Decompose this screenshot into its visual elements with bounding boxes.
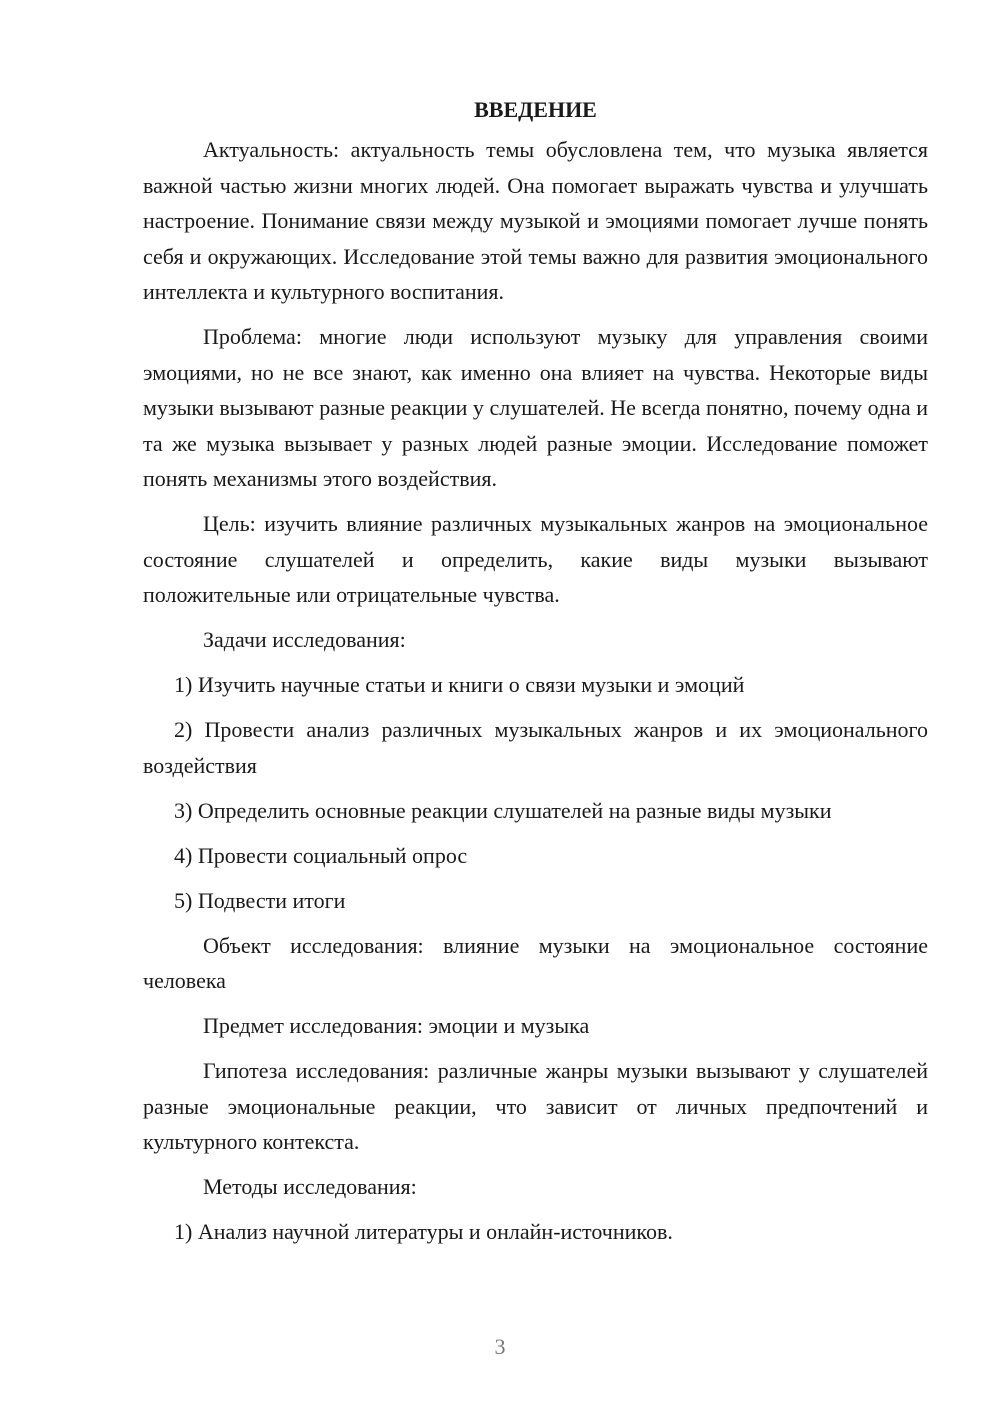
- paragraph-goal: Цель: изучить влияние различных музыкальных жанров на эмоциональное состояние слушателей и определить, какие виды музыки вызывают положительные или отрицательные чувства.: [143, 511, 928, 607]
- paragraph-methods-heading: Методы исследования:: [203, 1174, 417, 1199]
- method-item-1: 1) Анализ научной литературы и онлайн-источников.: [174, 1219, 673, 1244]
- section-title: ВВЕДЕНИЕ: [474, 97, 597, 122]
- paragraph-subject: Предмет исследования: эмоции и музыка: [203, 1013, 590, 1038]
- page-number: 3: [494, 1334, 506, 1359]
- task-item-4: 4) Провести социальный опрос: [174, 842, 468, 868]
- task-item-3: 3) Определить основные реакции слушателей на разные виды музыки: [174, 797, 832, 823]
- paragraph-relevance: Актуальность: актуальность темы обусловлена тем, что музыка является важной частью жизни многих людей. Она помогает выражать чувства и улучшать настроение. Понимание связи между музыкой и эмоциями помогает лучше понять себя и окружающих. Исследование этой темы важно для развития эмоционального интеллекта и культурного воспитания.: [143, 137, 928, 304]
- paragraph-object: Объект исследования: влияние музыки на эмоциональное состояние человека: [143, 932, 928, 993]
- document-body: [143, 96, 928, 1259]
- paragraph-tasks-heading: Задачи исследования:: [203, 627, 406, 652]
- paragraph-problem: Проблема: многие люди используют музыку для управления своими эмоциями, но не все знают, как именно она влияет на чувства. Некоторые виды музыки вызывают разные реакции у слушателей. Не всегда понятно, почему одна и та же музыка вызывает у разных людей разные эмоции. Исследование поможет понять механизмы этого воздействия.: [143, 324, 928, 491]
- paragraph-hypothesis: Гипотеза исследования: различные жанры музыки вызывают у слушателей разные эмоциональные реакции, что зависит от личных предпочтений и культурного контекста.: [143, 1058, 928, 1154]
- task-item-1: 1) Изучить научные статьи и книги о связи музыки и эмоций: [174, 672, 745, 697]
- task-item-5: 5) Подвести итоги: [174, 887, 346, 913]
- task-item-2: 2) Провести анализ различных музыкальных жанров и их эмоционального воздействия: [143, 717, 928, 778]
